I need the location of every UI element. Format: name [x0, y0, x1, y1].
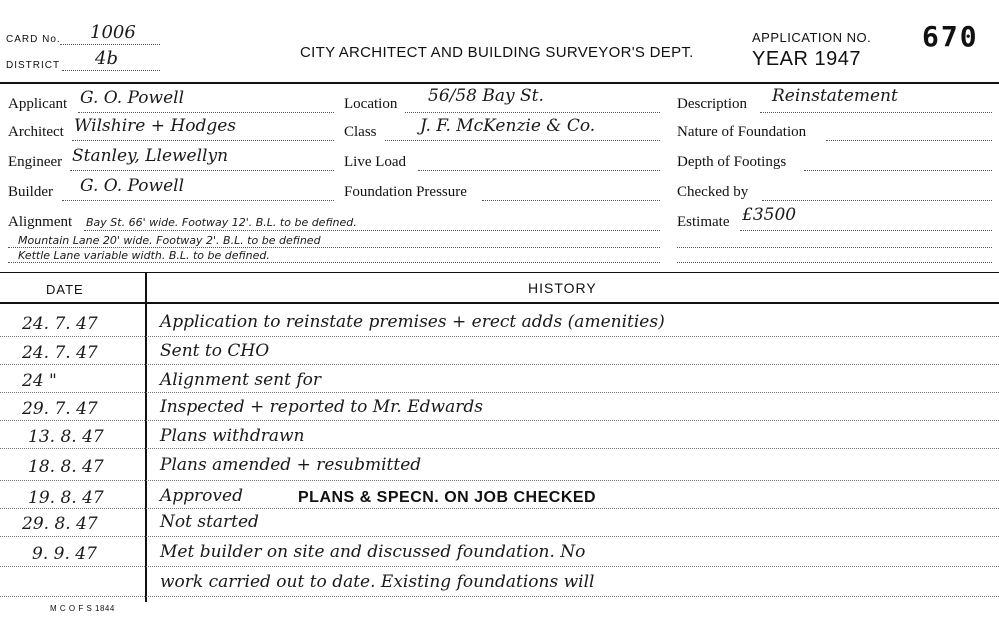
- depth-of-footings-label: Depth of Footings: [677, 154, 787, 170]
- table-row-date: 29. 7. 47: [22, 399, 98, 419]
- application-number: 670: [922, 20, 979, 53]
- table-row-date: 24 ": [22, 371, 57, 391]
- date-column-header: DATE: [46, 282, 84, 297]
- estimate-value: £3500: [742, 205, 797, 225]
- table-row-date: 24. 7. 47: [22, 343, 98, 363]
- class-value: J. F. McKenzie & Co.: [420, 116, 596, 136]
- table-header-border: [0, 302, 999, 304]
- alignment-label: Alignment: [8, 214, 73, 230]
- district-value: 4b: [95, 48, 118, 69]
- form-code: M C O F S 1844: [50, 604, 115, 613]
- table-row-history: Plans withdrawn: [160, 426, 305, 446]
- department-title: CITY ARCHITECT AND BUILDING SURVEYOR'S DEPT.: [300, 44, 694, 61]
- table-top-border: [0, 272, 999, 273]
- table-row-history: Not started: [160, 512, 259, 532]
- foundation-pressure-label: Foundation Pressure: [344, 184, 467, 200]
- engineer-value: Stanley, Llewellyn: [72, 146, 229, 166]
- location-value: 56/58 Bay St.: [428, 86, 544, 106]
- builder-label: Builder: [8, 184, 53, 200]
- table-row-history: Plans amended + resubmitted: [160, 455, 422, 475]
- district-label: DISTRICT: [6, 60, 61, 71]
- table-row-date: 18. 8. 47: [28, 457, 104, 477]
- architect-value: Wilshire + Hodges: [74, 116, 237, 136]
- architect-label: Architect: [8, 124, 64, 140]
- table-column-divider: [145, 272, 147, 602]
- table-row-history: Approved: [160, 486, 243, 506]
- header-divider: [0, 82, 999, 84]
- table-row-history: Sent to CHO: [160, 341, 270, 361]
- alignment-line-1: Bay St. 66' wide. Footway 12'. B.L. to be defined.: [86, 216, 357, 229]
- nature-of-foundation-label: Nature of Foundation: [677, 124, 807, 140]
- table-row-date: 29. 8. 47: [22, 514, 98, 534]
- alignment-line-2: Mountain Lane 20' wide. Footway 2'. B.L. to be defined: [18, 234, 321, 247]
- table-row-date: 19. 8. 47: [28, 488, 104, 508]
- class-label: Class: [344, 124, 377, 140]
- alignment-line-3: Kettle Lane variable width. B.L. to be defined.: [18, 249, 270, 262]
- table-row-history: Alignment sent for: [160, 370, 321, 390]
- builder-value: G. O. Powell: [80, 176, 185, 196]
- description-value: Reinstatement: [772, 86, 898, 106]
- checked-stamp: PLANS & SPECN. ON JOB CHECKED: [298, 489, 597, 506]
- location-label: Location: [344, 96, 398, 112]
- table-row-history: Inspected + reported to Mr. Edwards: [160, 397, 483, 417]
- checked-by-label: Checked by: [677, 184, 749, 200]
- table-row-history: Application to reinstate premises + erect adds (amenities): [160, 312, 665, 332]
- table-row-date: 13. 8. 47: [28, 427, 104, 447]
- year-label: YEAR 1947: [752, 48, 862, 70]
- engineer-label: Engineer: [8, 154, 63, 170]
- table-row-date: 9. 9. 47: [32, 544, 97, 564]
- card-no-value: 1006: [90, 22, 136, 43]
- applicant-label: Applicant: [8, 96, 68, 112]
- description-label: Description: [677, 96, 747, 112]
- card-no-label: CARD No.: [6, 34, 61, 45]
- estimate-label: Estimate: [677, 214, 730, 230]
- application-label: APPLICATION NO.: [752, 30, 872, 45]
- live-load-label: Live Load: [344, 154, 407, 170]
- table-row-history: Met builder on site and discussed foundation. No: [160, 542, 586, 562]
- table-row-date: 24. 7. 47: [22, 314, 98, 334]
- applicant-value: G. O. Powell: [80, 88, 185, 108]
- history-column-header: HISTORY: [528, 280, 597, 296]
- table-row-history: work carried out to date. Existing foundations will: [160, 572, 595, 592]
